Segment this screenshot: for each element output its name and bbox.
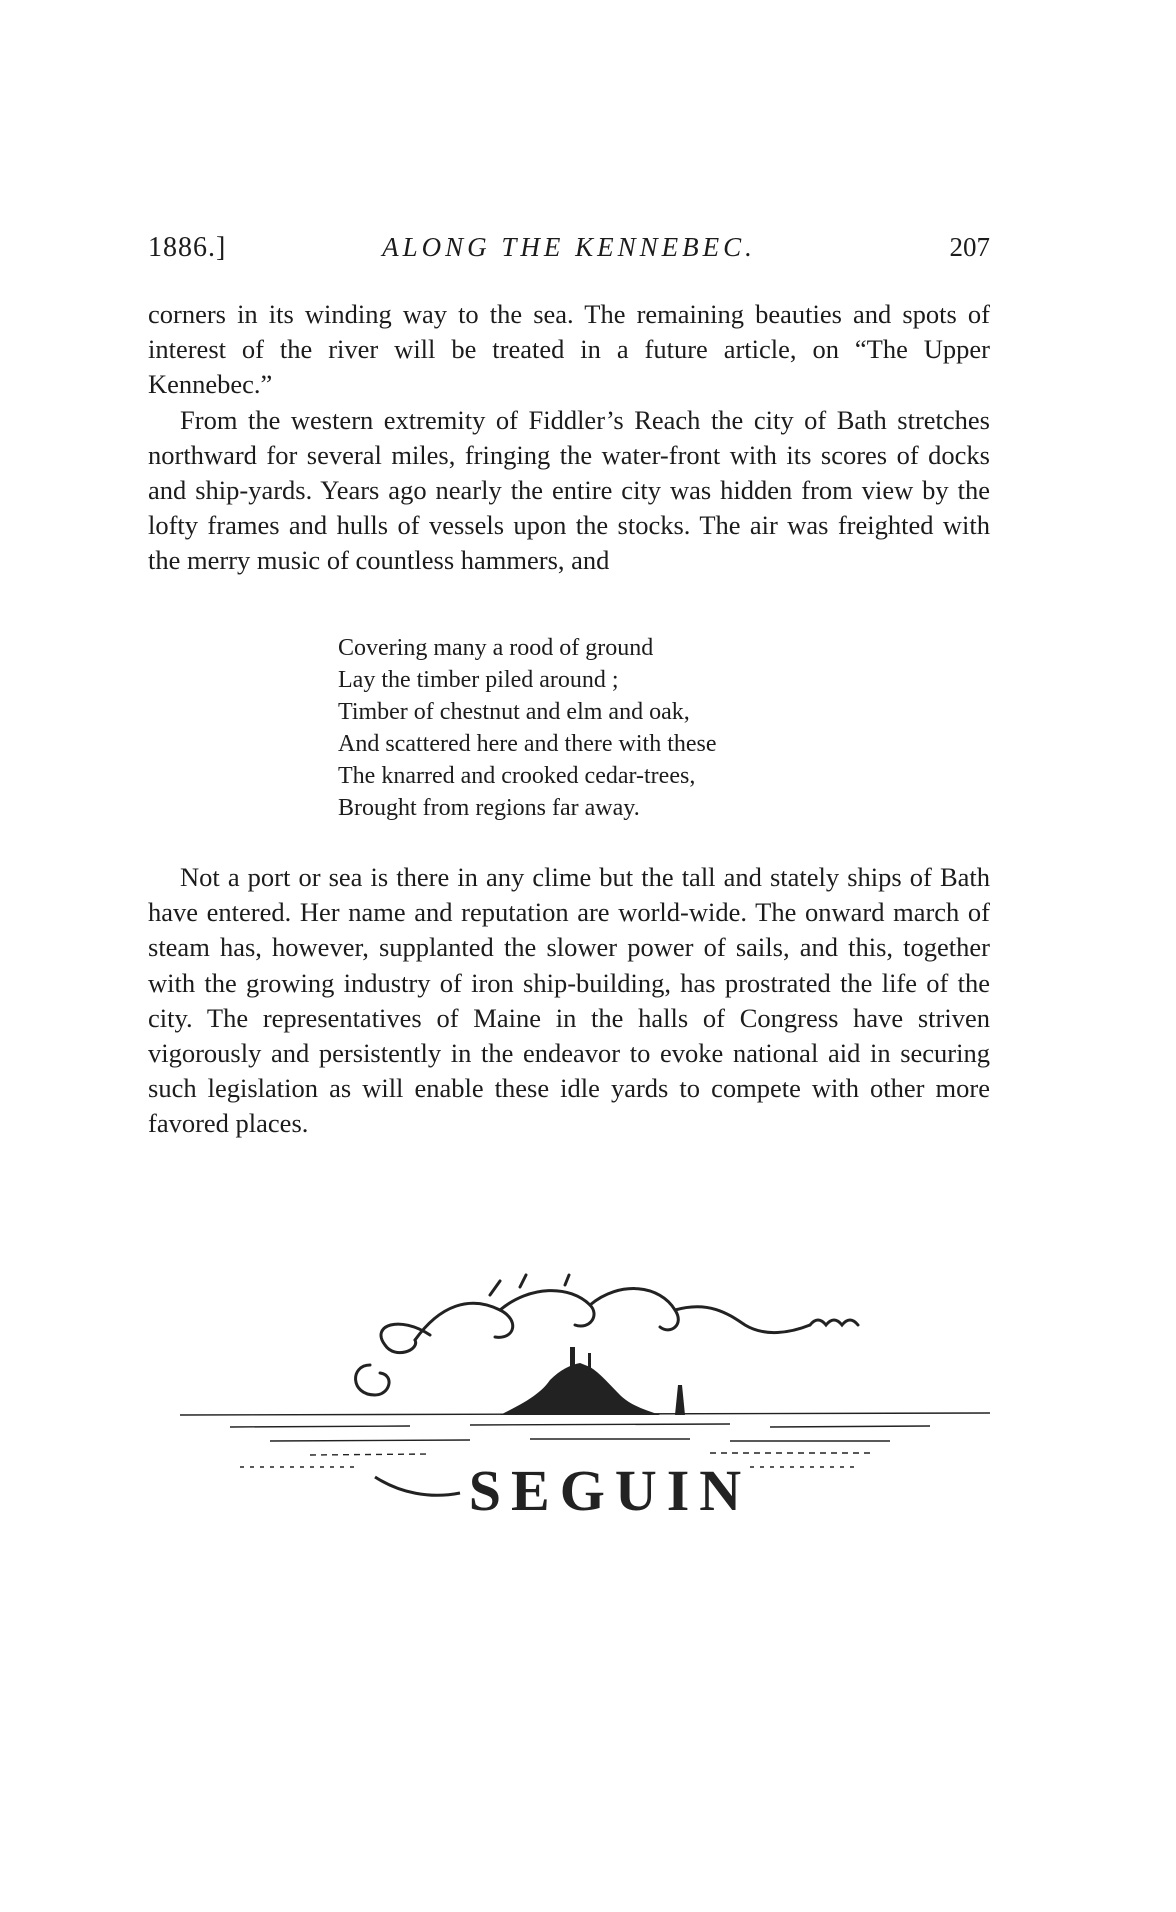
illustration-caption: SEGUIN [468, 1458, 752, 1523]
poem-quotation [338, 632, 717, 824]
poem-line: Brought from regions far away. [338, 795, 640, 821]
poem-line: Timber of chestnut and elm and oak, [338, 699, 690, 725]
body-text-top [148, 297, 990, 579]
island-silhouette [500, 1347, 685, 1415]
caption-swash [375, 1477, 460, 1495]
seguin-illustration [170, 1255, 1000, 1545]
header-year: 1886.] [148, 232, 227, 263]
paragraph-ships: Not a port or sea is there in any clime but the tall and stately ships of Bath have entered. Her name and reputation are world-wide. The onward march of steam has, however, supplanted the slower power of sails, and this, together with the growing industry of iron ship-building, has prostrated the life of the city. The representatives of Maine in the halls of Congress have striven vigorously and persistently in the endeavor to evoke national aid in securing such legislation as will enable these idle yards to compete with other more favored places. [148, 862, 990, 1139]
paragraph-bath: From the western extremity of Fiddler’s Reach the city of Bath stretches northward for several miles, fringing the water-front with its scores of docks and ship-yards. Years ago nearly the entire city was hidden from view by the lofty frames and hulls of vessels upon the stocks. The air was freighted with the merry music of countless hammers, and [148, 404, 990, 576]
header-title: ALONG THE KENNEBEC. [382, 232, 756, 262]
poem-line: And scattered here and there with these [338, 731, 717, 757]
running-header [148, 232, 990, 272]
paragraph-continuation: corners in its winding way to the sea. The remaining beauties and spots of interest of the river will be treated in a future article, on “The Upper Kennebec.” [148, 299, 990, 400]
poem-line: Covering many a rood of ground [338, 635, 654, 661]
flourish-ornament [356, 1275, 858, 1395]
poem-line: The knarred and crooked cedar-trees, [338, 763, 696, 789]
body-text-bottom [148, 860, 990, 1142]
poem-line: Lay the timber piled around ; [338, 667, 619, 693]
page-number: 207 [949, 232, 990, 262]
